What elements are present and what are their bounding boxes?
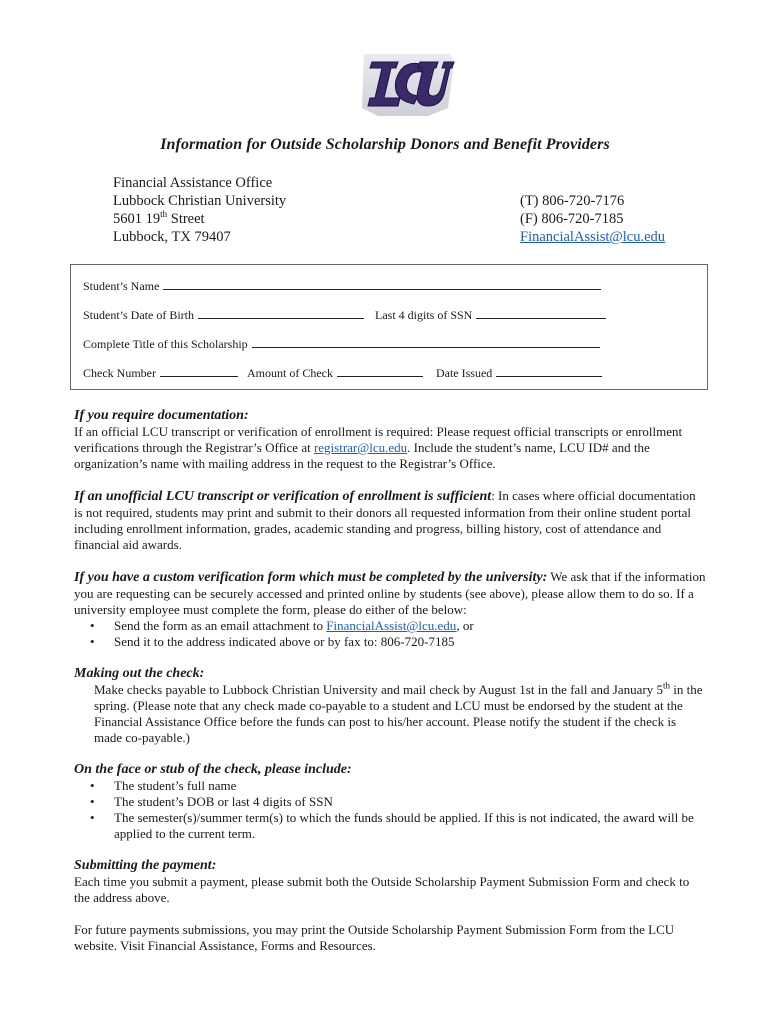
page-title: Information for Outside Scholarship Donors and Benefit Providers bbox=[160, 136, 610, 153]
ssn-field[interactable] bbox=[476, 308, 606, 319]
amount-label: Amount of Check bbox=[246, 366, 333, 380]
dob-field[interactable] bbox=[198, 308, 364, 319]
student-info-form bbox=[70, 264, 708, 390]
ssn-label: Last 4 digits of SSN bbox=[375, 308, 473, 322]
check-face-heading: On the face or stub of the check, please include: bbox=[74, 762, 352, 777]
check-number-label: Check Number bbox=[83, 366, 156, 380]
future-payments-text: For future payments submissions, you may print the Outside Scholarship Payment Submission Form from the LCU website. Visit Financial Assistance, Forms and Resources. bbox=[74, 922, 675, 953]
custom-form-heading: If you have a custom verification form which must be completed by the university: bbox=[74, 570, 548, 585]
financial-assist-email-link-2[interactable]: FinancialAssist@lcu.edu bbox=[326, 618, 457, 633]
documentation-section bbox=[74, 408, 706, 472]
check-face-list bbox=[74, 778, 706, 842]
registrar-email-link[interactable]: registrar@lcu.edu bbox=[313, 440, 408, 455]
street-address: 5601 19th Street bbox=[113, 209, 205, 227]
phone-number: (T) 806-720-7176 bbox=[520, 193, 625, 209]
lcu-logo bbox=[358, 50, 456, 120]
check-info-row bbox=[83, 366, 606, 381]
date-issued-label: Date Issued bbox=[435, 366, 493, 380]
unofficial-heading: If an unofficial LCU transcript or verification of enrollment is sufficient bbox=[74, 489, 492, 504]
check-face-section bbox=[74, 762, 706, 842]
submitting-heading: Submitting the payment: bbox=[74, 858, 217, 873]
fax-number: (F) 806-720-7185 bbox=[520, 211, 624, 227]
submitting-text: Each time you submit a payment, please submit both the Outside Scholarship Payment Submission Form and check to the address above. bbox=[74, 874, 690, 905]
university-name: Lubbock Christian University bbox=[113, 193, 287, 209]
dob-ssn-row bbox=[83, 308, 610, 323]
student-name-label: Student’s Name bbox=[83, 279, 160, 293]
scholarship-title-row bbox=[83, 337, 604, 352]
unofficial-section bbox=[74, 488, 706, 553]
check-number-field[interactable] bbox=[160, 366, 238, 377]
custom-form-text: If you have a custom verification form which must be completed by the university: We ask that if the information you are requesting can be securely accessed and printed online by students (see above), please allow them to do so. If a university employee must complete the form, please do either of the below: bbox=[74, 569, 706, 617]
list-item: • Send it to the address indicated above or by fax to: 806-720-7185 bbox=[114, 634, 706, 650]
student-name-row bbox=[83, 279, 605, 294]
list-item: • Send the form as an email attachment to FinancialAssist@lcu.edu, or bbox=[114, 618, 706, 634]
unofficial-text: If an unofficial LCU transcript or verification of enrollment is sufficient: In cases where official documentation is not required, students may print and submit to their donors all requested information from their online student portal including enrollment information, grades, academic standing and progress, billing history, cost of attendance and financial aid awards. bbox=[74, 488, 696, 552]
making-check-section bbox=[74, 666, 706, 746]
date-issued-field[interactable] bbox=[496, 366, 602, 377]
list-item: • The semester(s)/summer term(s) to which the funds should be applied. If this is not indicated, the award will be applied to the current term. bbox=[114, 810, 706, 842]
financial-assist-email-link[interactable]: FinancialAssist@lcu.edu bbox=[520, 229, 666, 245]
making-check-text: Make checks payable to Lubbock Christian University and mail check by August 1st in the fall and January 5th in the spring. (Please note that any check made co-payable to a student and LCU must be endorsed by the student at the Financial Assistance Office before the funds can post to his/her account. Please notify the student if the check is made co-payable.) bbox=[94, 680, 703, 745]
scholarship-title-field[interactable] bbox=[252, 337, 600, 348]
list-item: • The student’s full name bbox=[114, 778, 706, 794]
submitting-section bbox=[74, 858, 706, 906]
dob-label: Student’s Date of Birth bbox=[83, 308, 194, 322]
mailing-address bbox=[113, 174, 286, 246]
scholarship-title-label: Complete Title of this Scholarship bbox=[83, 337, 248, 351]
custom-form-section bbox=[74, 569, 706, 650]
making-check-heading: Making out the check: bbox=[74, 666, 205, 681]
amount-field[interactable] bbox=[337, 366, 423, 377]
list-item: • The student’s DOB or last 4 digits of SSN bbox=[114, 794, 706, 810]
instructions bbox=[74, 408, 706, 954]
documentation-heading: If you require documentation: bbox=[74, 408, 249, 423]
office-name: Financial Assistance Office bbox=[113, 175, 273, 191]
city-state-zip: Lubbock, TX 79407 bbox=[113, 229, 231, 245]
student-name-field[interactable] bbox=[163, 279, 601, 290]
contact-info bbox=[520, 192, 665, 246]
documentation-text: If an official LCU transcript or verification of enrollment is required: Please request official transcripts or enrollment verifications through the Registrar’s Office at registrar@lcu.edu. Include the student’s name, LCU ID# and the organization’s name with mailing address in the request to the Registrar’s Office. bbox=[74, 424, 683, 471]
custom-form-list bbox=[74, 618, 706, 650]
